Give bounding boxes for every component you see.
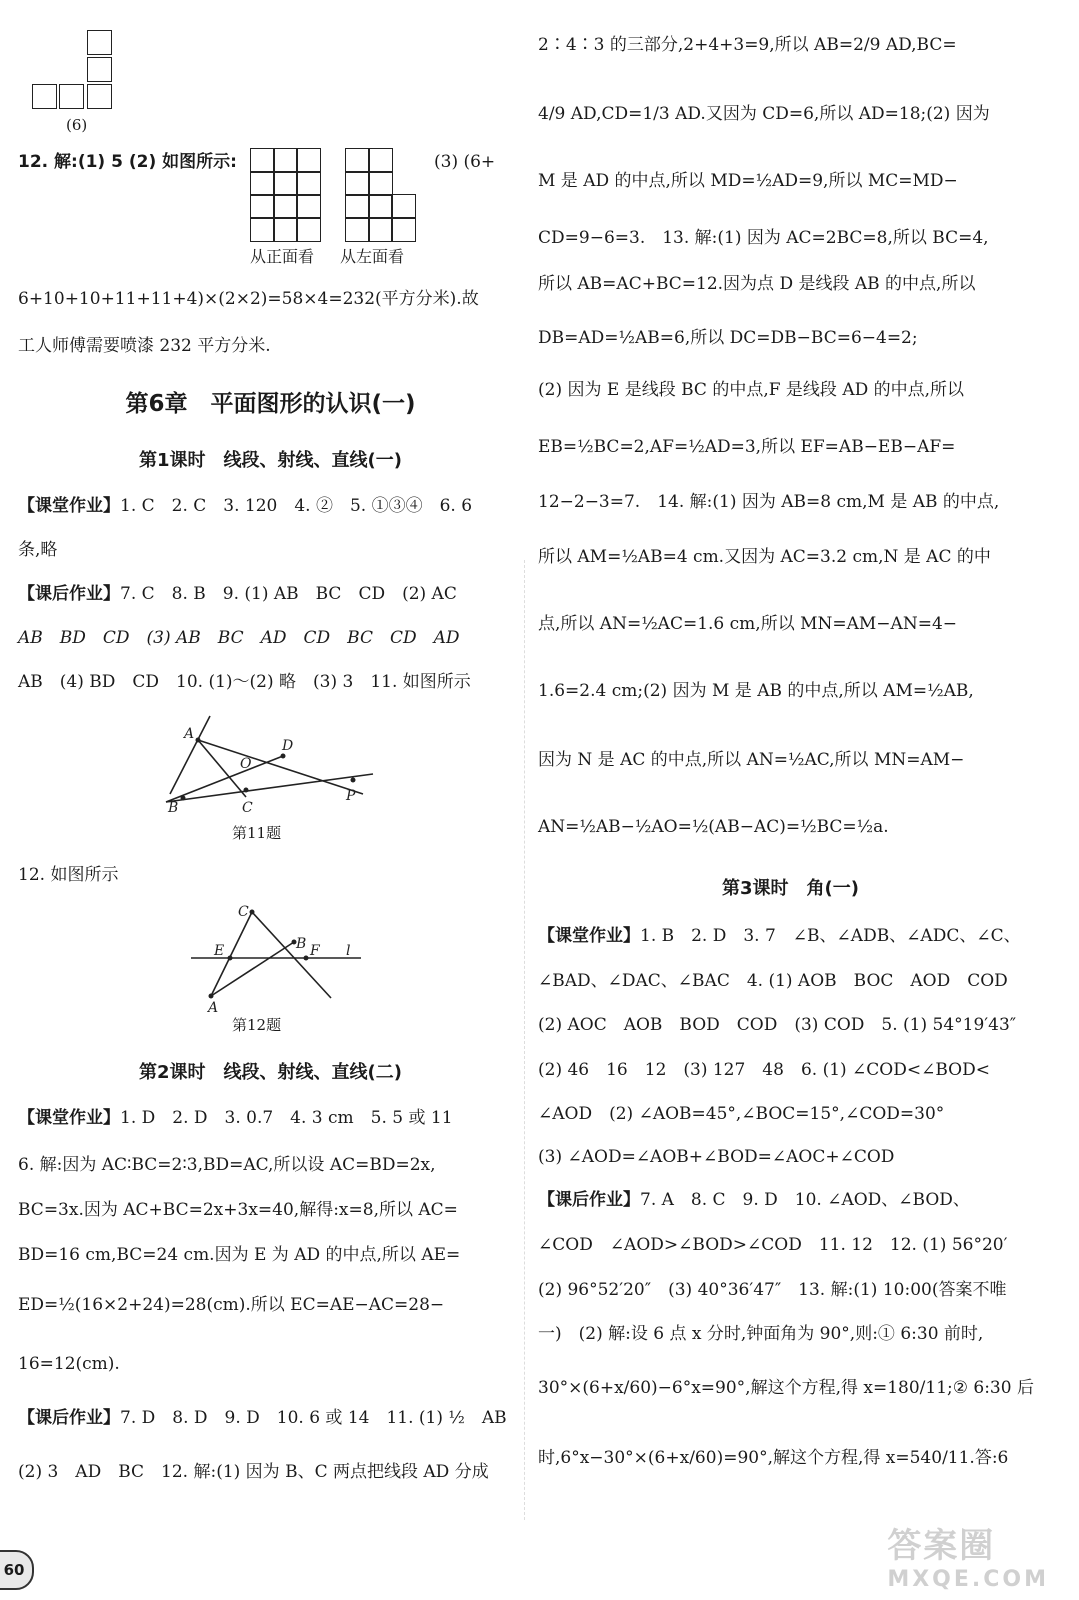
l3-class-work: 【课堂作业】1. B 2. D 3. 7 ∠B、∠ADB、∠ADC、∠C、: [538, 926, 1021, 946]
fig11-label-o: O: [240, 756, 252, 772]
column-divider: [524, 560, 525, 1520]
fig11-label-b: B: [168, 800, 179, 816]
figure-11: [158, 712, 408, 822]
l2-after-work: 【课后作业】7. D 8. D 9. D 10. 6 或 14 11. (1) ½ AB: [18, 1408, 507, 1428]
l1-after-work-3: AB (4) BD CD 10. (1)～(2) 略 (3) 3 11. 如图所示: [18, 672, 471, 692]
fig11-label-c: C: [242, 800, 253, 816]
left-column: [18, 0, 523, 1600]
left-view-caption: 从左面看: [340, 247, 405, 266]
l1-after-work: 【课后作业】7. C 8. B 9. (1) AB BC CD (2) AC: [18, 584, 457, 604]
front-view-caption: 从正面看: [250, 247, 315, 266]
right-line-1: 2∶4∶3 的三部分,2+4+3=9,所以 AB=2/9 AD,BC=: [538, 35, 957, 55]
fig12-label-a: A: [208, 1000, 219, 1015]
figure-6-caption: (6): [66, 116, 88, 134]
fig12-label-c: C: [238, 904, 249, 920]
l3-after-line-4: 一) (2) 解:设 6 点 x 分时,钟面角为 90°,则:① 6:30 前时,: [538, 1324, 984, 1344]
right-line-2: 4/9 AD,CD=1/3 AD.又因为 CD=6,所以 AD=18;(2) 因为: [538, 104, 990, 124]
fig11-label-d: D: [282, 738, 294, 754]
l1-after-work-2: AB BD CD (3) AB BC AD CD BC CD AD: [18, 628, 460, 648]
l3-after-line-6: 时,6°x−30°×(6+x/60)=90°,解这个方程,得 x=540/11.答:6: [538, 1448, 1009, 1468]
l2-after-work-2: (2) 3 AD BC 12. 解:(1) 因为 B、C 两点把线段 AD 分成: [18, 1462, 489, 1482]
right-line-3: M 是 AD 的中点,所以 MD=½AD=9,所以 MC=MD−: [538, 171, 958, 191]
watermark: [887, 1518, 1049, 1592]
l3-after-line-2: ∠COD ∠AOD>∠BOD>∠COD 11. 12 12. (1) 56°20′: [538, 1235, 1008, 1255]
watermark-line2: MXQE.COM: [887, 1567, 1049, 1592]
right-line-6: DB=AD=½AB=6,所以 DC=DB−BC=6−4=2;: [538, 328, 918, 348]
l1-class-work: 【课堂作业】1. C 2. C 3. 120 4. ② 5. ①③④ 6. 6: [18, 496, 473, 516]
front-view-grid: [250, 148, 330, 238]
fig12-label-e: E: [214, 943, 225, 959]
right-line-4: CD=9−6=3. 13. 解:(1) 因为 AC=2BC=8,所以 BC=4,: [538, 228, 989, 248]
l3-line-3: (2) AOC AOB BOD COD (3) COD 5. (1) 54°19′43″: [538, 1015, 1017, 1035]
l2-line-4: ED=½(16×2+24)=28(cm).所以 EC=AE−AC=28−: [18, 1295, 445, 1315]
l2-line-3: BD=16 cm,BC=24 cm.因为 E 为 AD 的中点,所以 AE=: [18, 1245, 461, 1265]
q12-line2: 6+10+10+11+11+4)×(2×2)=58×4=232(平方分米).故: [18, 289, 479, 309]
l2-line-5: 16=12(cm).: [18, 1354, 120, 1374]
figure-12-caption: 第12题: [232, 1016, 282, 1034]
l3-after-line-5: 30°×(6+x/60)−6°x=90°,解这个方程,得 x=180/11;② 6:30 后: [538, 1378, 1034, 1398]
right-line-7: (2) 因为 E 是线段 BC 的中点,F 是线段 AD 的中点,所以: [538, 380, 965, 400]
l3-line-2: ∠BAD、∠DAC、∠BAC 4. (1) AOB BOC AOD COD: [538, 971, 1008, 991]
fig12-label-l: l: [346, 943, 351, 959]
l3-after-work: 【课后作业】7. A 8. C 9. D 10. ∠AOD、∠BOD、: [538, 1190, 970, 1210]
right-column: [538, 0, 1043, 1600]
q12-lead: 12. 解:(1) 5 (2) 如图所示:: [18, 152, 237, 172]
right-line-9: 12−2−3=7. 14. 解:(1) 因为 AB=8 cm,M 是 AB 的中点,: [538, 492, 1000, 512]
page-number: 60: [0, 1550, 34, 1590]
figure-6-grid: [32, 30, 132, 115]
right-line-14: AN=½AB−½AO=½(AB−AC)=½BC=½a.: [538, 817, 889, 837]
right-line-11: 点,所以 AN=½AC=1.6 cm,所以 MN=AM−AN=4−: [538, 614, 958, 634]
right-line-8: EB=½BC=2,AF=½AD=3,所以 EF=AB−EB−AF=: [538, 437, 956, 457]
right-line-5: 所以 AB=AC+BC=12.因为点 D 是线段 AB 的中点,所以: [538, 274, 976, 294]
watermark-line1: 答案圈: [887, 1526, 996, 1566]
right-line-10: 所以 AM=½AB=4 cm.又因为 AC=3.2 cm,N 是 AC 的中: [538, 547, 991, 567]
l3-line-6: (3) ∠AOD=∠AOB+∠BOD=∠AOC+∠COD: [538, 1147, 895, 1167]
right-line-12: 1.6=2.4 cm;(2) 因为 M 是 AB 的中点,所以 AM=½AB,: [538, 681, 974, 701]
fig11-label-a: A: [184, 726, 195, 742]
q12-figure-line: 12. 如图所示: [18, 865, 119, 885]
l2-class-work: 【课堂作业】1. D 2. D 3. 0.7 4. 3 cm 5. 5 或 11: [18, 1108, 453, 1128]
figure-12: [186, 900, 376, 1015]
fig11-label-p: P: [346, 788, 356, 804]
q12-line3: 工人师傅需要喷漆 232 平方分米.: [18, 336, 271, 356]
l3-line-5: ∠AOD (2) ∠AOB=45°,∠BOC=15°,∠COD=30°: [538, 1104, 945, 1124]
l2-line-1: 6. 解:因为 AC∶BC=2∶3,BD=AC,所以设 AC=BD=2x,: [18, 1155, 436, 1175]
lesson1-title: 第1课时 线段、射线、直线(一): [139, 450, 402, 471]
lesson3-title: 第3课时 角(一): [722, 878, 859, 899]
figure-11-caption: 第11题: [232, 824, 282, 842]
lesson2-title: 第2课时 线段、射线、直线(二): [139, 1062, 402, 1083]
l3-after-line-3: (2) 96°52′20″ (3) 40°36′47″ 13. 解:(1) 10:00(答案不唯: [538, 1280, 1007, 1300]
fig12-label-f: F: [310, 943, 320, 959]
l2-line-2: BC=3x.因为 AC+BC=2x+3x=40,解得:x=8,所以 AC=: [18, 1200, 458, 1220]
q12-tail: (3) (6+: [434, 152, 496, 172]
left-view-grid: [345, 148, 425, 238]
fig12-label-b: B: [296, 936, 307, 952]
l3-line-4: (2) 46 16 12 (3) 127 48 6. (1) ∠COD<∠BOD<: [538, 1060, 990, 1080]
chapter-title: 第6章 平面图形的认识(一): [125, 391, 416, 417]
right-line-13: 因为 N 是 AC 的中点,所以 AN=½AC,所以 MN=AM−: [538, 750, 965, 770]
l1-class-work-2: 条,略: [18, 540, 58, 560]
